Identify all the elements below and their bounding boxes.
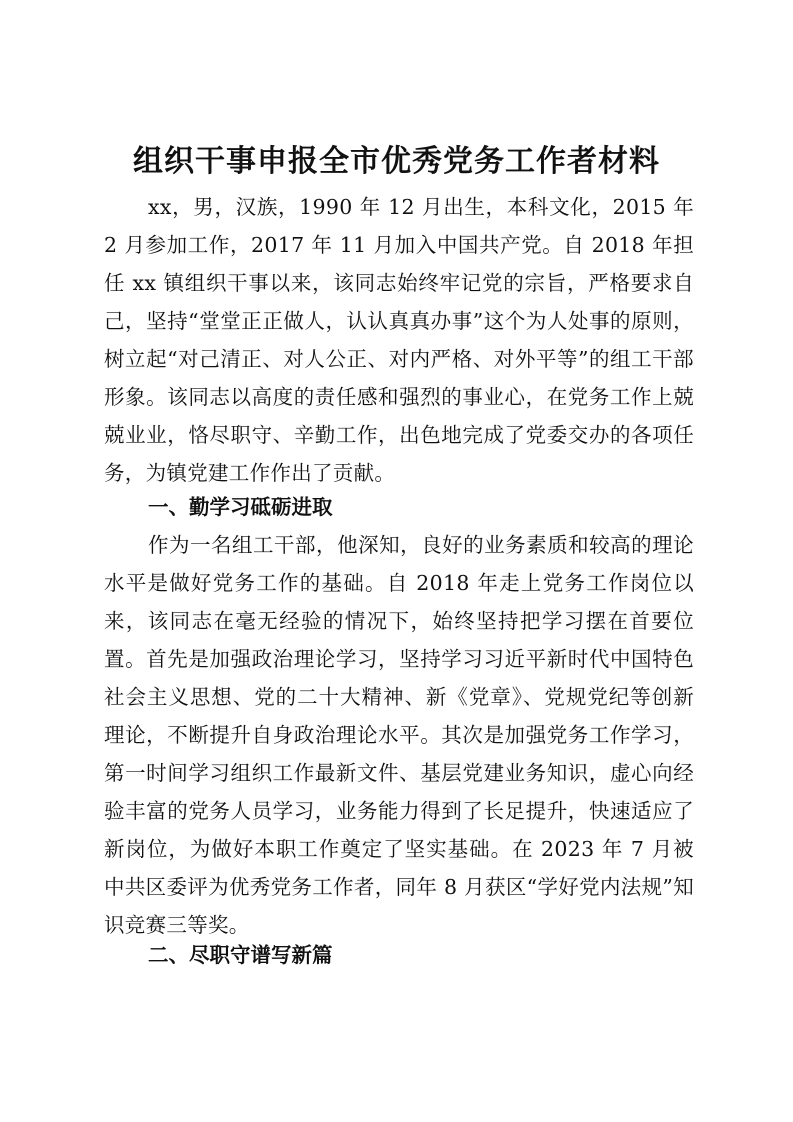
paragraph-intro: xx，男，汉族，1990 年 12 月出生，本科文化，2015 年 2 月参加工作，2017 年 11 月加入中国共产党。自 2018 年担任 xx 镇组织干事以来，该同志始终牢记党的宗旨，严格要求自己，坚持“堂堂正正做人，认认真真办事”这个为人处事的原则，树立起“对己清正、对人公正、对内严格、对外平等”的组工干部形象。该同志以高度的责任感和强烈的事业心，在党务工作上兢兢业业，恪尽职守、辛勤工作，出色地完成了党委交办的各项任务，为镇党建工作作出了贡献。 xyxy=(104,195,694,485)
section-heading-2: 二、尽职守谱写新篇 xyxy=(148,943,333,967)
paragraph-study: 作为一名组工干部，他深知，良好的业务素质和较高的理论水平是做好党务工作的基础。自 2018 年走上党务工作岗位以来，该同志在毫无经验的情况下，始终坚持把学习摆在首要位置。首先是加强政治理论学习，坚持学习习近平新时代中国特色社会主义思想、党的二十大精神、新《党章》、党规党纪等创新理论，不断提升自身政治理论水平。其次是加强党务工作学习，第一时间学习组织工作最新文件、基层党建业务知识，虚心向经验丰富的党务人员学习，业务能力得到了长足提升，快速适应了新岗位，为做好本职工作奠定了坚实基础。在 2023 年 7 月被中共区委评为优秀党务工作者，同年 8 月获区“学好党内法规”知识竞赛三等奖。 xyxy=(104,533,694,937)
document-title: 组织干事申报全市优秀党务工作者材料 xyxy=(133,144,660,179)
section-heading-1: 一、勤学习砥砺进取 xyxy=(148,495,333,519)
